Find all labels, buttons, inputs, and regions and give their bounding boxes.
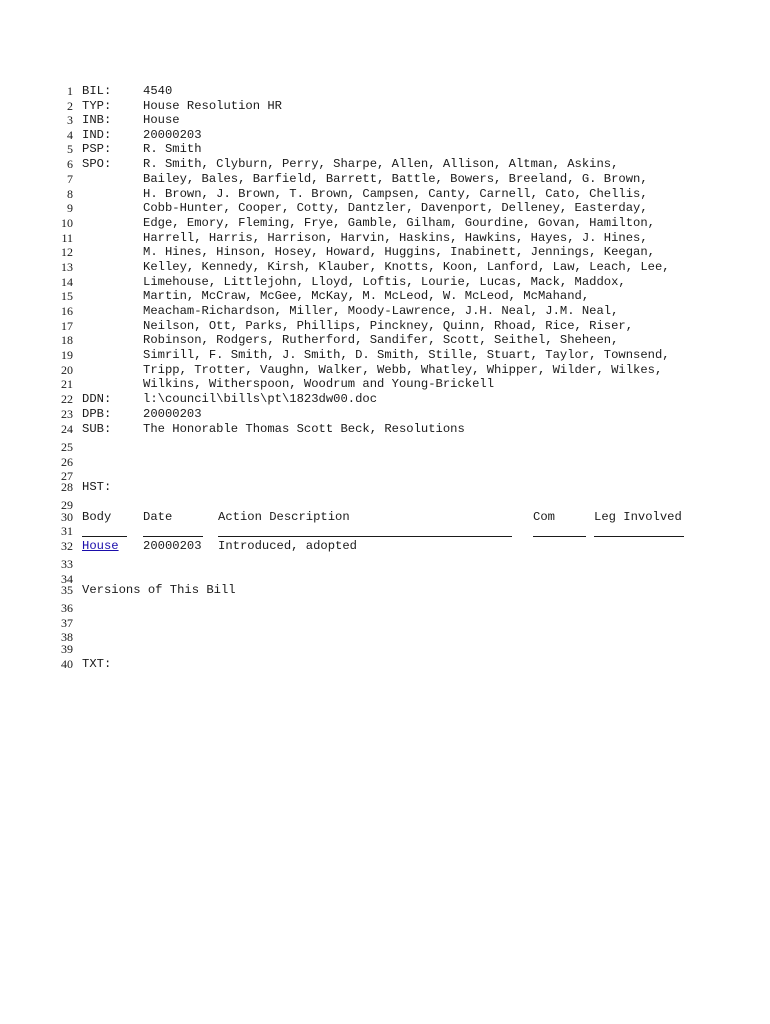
psp-label: PSP: <box>82 142 112 156</box>
ddn-label: DDN: <box>82 392 112 406</box>
subject: The Honorable Thomas Scott Beck, Resolutions <box>143 422 465 436</box>
txt-label: TXT: <box>82 657 112 671</box>
line-number: 32 <box>61 539 73 553</box>
line-number: 23 <box>61 407 73 421</box>
line-number: 27 <box>61 469 73 483</box>
header-rule <box>533 536 586 537</box>
introduced-date: 20000203 <box>143 128 202 142</box>
line-number: 9 <box>67 201 73 215</box>
line-number: 12 <box>61 245 73 259</box>
history-action: Introduced, adopted <box>218 539 357 553</box>
history-date: 20000203 <box>143 539 202 553</box>
line-number: 16 <box>61 304 73 318</box>
inb-label: INB: <box>82 113 112 127</box>
sponsor-line: Martin, McCraw, McGee, McKay, M. McLeod, W. McLeod, McMahand, <box>143 289 590 303</box>
line-number: 18 <box>61 333 73 347</box>
header-rule <box>82 536 127 537</box>
bil-label: BIL: <box>82 84 112 98</box>
sponsor-line: H. Brown, J. Brown, T. Brown, Campsen, Canty, Carnell, Cato, Chellis, <box>143 187 648 201</box>
header-rule <box>143 536 203 537</box>
line-number: 29 <box>61 498 73 512</box>
line-number: 14 <box>61 275 73 289</box>
ind-label: IND: <box>82 128 112 142</box>
sponsor-line: Robinson, Rodgers, Rutherford, Sandifer, Scott, Seithel, Sheheen, <box>143 333 619 347</box>
versions-heading: Versions of This Bill <box>82 583 236 597</box>
header-rule <box>594 536 684 537</box>
primary-sponsor: R. Smith <box>143 142 202 156</box>
date-published: 20000203 <box>143 407 202 421</box>
line-number: 38 <box>61 630 73 644</box>
sponsor-line: Edge, Emory, Fleming, Frye, Gamble, Gilham, Gourdine, Govan, Hamilton, <box>143 216 655 230</box>
line-number: 2 <box>67 99 73 113</box>
sponsor-line: Kelley, Kennedy, Kirsh, Klauber, Knotts, Koon, Lanford, Law, Leach, Lee, <box>143 260 670 274</box>
line-number: 20 <box>61 363 73 377</box>
bill-number: 4540 <box>143 84 173 98</box>
document-path: l:\council\bills\pt\1823dw00.doc <box>143 392 378 406</box>
line-number: 7 <box>67 172 73 186</box>
sponsor-line: Wilkins, Witherspoon, Woodrum and Young-Brickell <box>143 377 495 391</box>
line-number: 24 <box>61 422 73 436</box>
spo-label: SPO: <box>82 157 112 171</box>
line-number: 5 <box>67 142 73 156</box>
typ-label: TYP: <box>82 99 112 113</box>
line-number: 8 <box>67 187 73 201</box>
sponsor-line: Simrill, F. Smith, J. Smith, D. Smith, Stille, Stuart, Taylor, Townsend, <box>143 348 670 362</box>
line-number: 19 <box>61 348 73 362</box>
sponsor-line: M. Hines, Hinson, Hosey, Howard, Huggins, Inabinett, Jennings, Keegan, <box>143 245 655 259</box>
line-number: 1 <box>67 84 73 98</box>
line-number: 34 <box>61 572 73 586</box>
sponsor-line: Tripp, Trotter, Vaughn, Walker, Webb, Whatley, Whipper, Wilder, Wilkes, <box>143 363 663 377</box>
line-number: 6 <box>67 157 73 171</box>
sponsor-line: Bailey, Bales, Barfield, Barrett, Battle, Bowers, Breeland, G. Brown, <box>143 172 648 186</box>
line-number: 36 <box>61 601 73 615</box>
line-number: 22 <box>61 392 73 406</box>
line-number: 25 <box>61 440 73 454</box>
sponsor-line: Harrell, Harris, Harrison, Harvin, Haskins, Hawkins, Hayes, J. Hines, <box>143 231 648 245</box>
bill-type: House Resolution HR <box>143 99 282 113</box>
line-number: 28 <box>61 480 73 494</box>
sponsor-line: Neilson, Ott, Parks, Phillips, Pinckney, Quinn, Rhoad, Rice, Riser, <box>143 319 634 333</box>
column-header-com: Com <box>533 510 555 524</box>
line-number: 35 <box>61 583 73 597</box>
sponsor-line: R. Smith, Clyburn, Perry, Sharpe, Allen, Allison, Altman, Askins, <box>143 157 619 171</box>
line-number: 39 <box>61 642 73 656</box>
column-header-body: Body <box>82 510 112 524</box>
line-number: 31 <box>61 524 73 538</box>
line-number: 17 <box>61 319 73 333</box>
sponsor-line: Limehouse, Littlejohn, Lloyd, Loftis, Lourie, Lucas, Mack, Maddox, <box>143 275 626 289</box>
sponsor-line: Meacham-Richardson, Miller, Moody-Lawrence, J.H. Neal, J.M. Neal, <box>143 304 619 318</box>
introducing-body: House <box>143 113 180 127</box>
line-number: 30 <box>61 510 73 524</box>
line-number: 13 <box>61 260 73 274</box>
line-number: 37 <box>61 616 73 630</box>
column-header-date: Date <box>143 510 173 524</box>
line-number: 33 <box>61 557 73 571</box>
column-header-leg: Leg Involved <box>594 510 682 524</box>
line-number: 4 <box>67 128 73 142</box>
body-link-house[interactable]: House <box>82 539 119 553</box>
line-number: 3 <box>67 113 73 127</box>
history-label: HST: <box>82 480 112 494</box>
column-header-action: Action Description <box>218 510 350 524</box>
sub-label: SUB: <box>82 422 112 436</box>
header-rule <box>218 536 512 537</box>
line-number: 15 <box>61 289 73 303</box>
line-number: 26 <box>61 455 73 469</box>
line-number: 40 <box>61 657 73 671</box>
line-number: 21 <box>61 377 73 391</box>
line-number: 10 <box>61 216 73 230</box>
sponsor-line: Cobb-Hunter, Cooper, Cotty, Dantzler, Davenport, Delleney, Easterday, <box>143 201 648 215</box>
dpb-label: DPB: <box>82 407 112 421</box>
line-number: 11 <box>61 231 73 245</box>
